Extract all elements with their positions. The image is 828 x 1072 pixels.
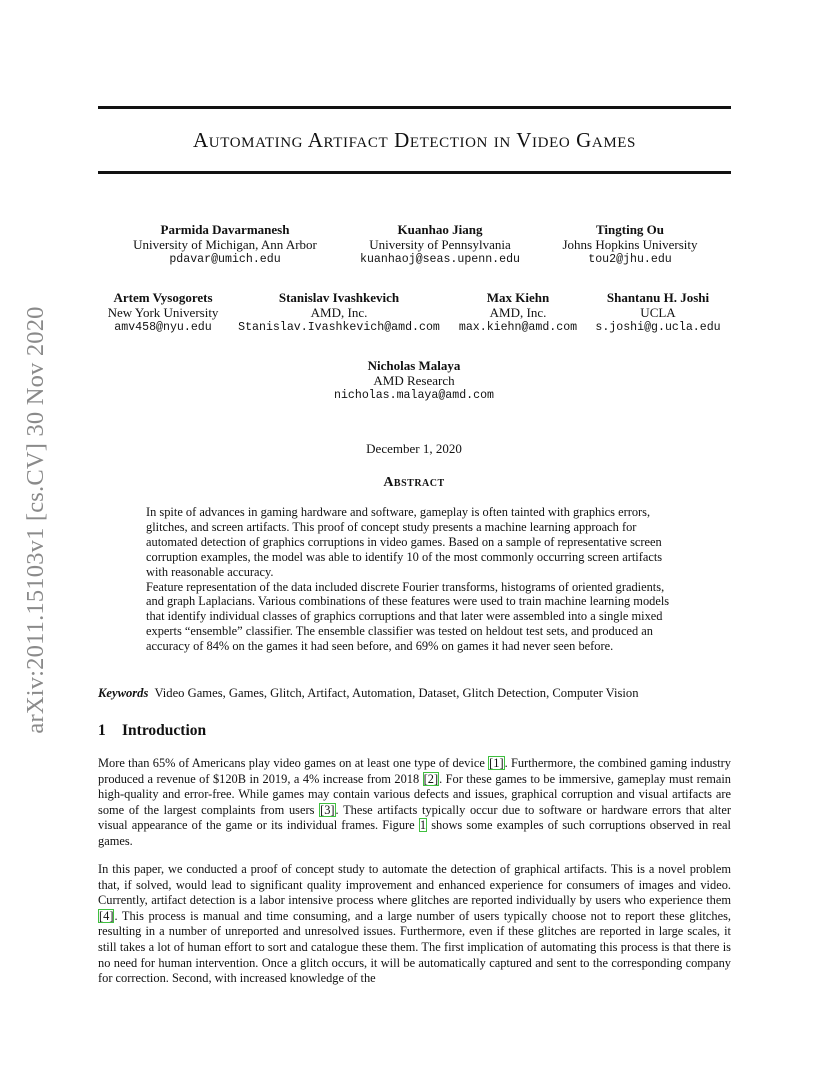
- title-bottom-rule: [98, 171, 731, 174]
- author-affiliation: Johns Hopkins University: [562, 237, 698, 252]
- arxiv-identifier: arXiv:2011.15103v1 [cs.CV] 30 Nov 2020: [22, 306, 49, 734]
- paper-title: Automating Artifact Detection in Video Games: [193, 128, 636, 152]
- author-email[interactable]: amv458@nyu.edu: [114, 321, 212, 334]
- author-affiliation: University of Michigan, Ann Arbor: [133, 237, 317, 252]
- section-number: 1: [98, 722, 106, 739]
- abstract-paragraph: Feature representation of the data included discrete Fourier transforms, histograms of oriented gradients, and graph Laplacians. Various combinations of these features were used to train machine learning models that identify individual classes of graphics corruptions and that later were assembled into a single mixed experts “ensemble” classifier. The ensemble classifier was tested on heldout test sets, and produced an accuracy of 84% on the games it had seen before, and 69% on games it had never seen before.: [146, 579, 670, 654]
- body-text-span: . Furthermore, the combined gaming industry produced a revenue of $120B in 2019, a 4% increase from 2018: [98, 756, 731, 786]
- body-text-span: . These artifacts typically occur due to software or hardware errors that alter visual appearance of the game or its individual frames. Figure: [98, 802, 731, 833]
- figure-reference-link[interactable]: 1: [419, 818, 427, 833]
- citation-link[interactable]: [2]: [423, 771, 439, 786]
- author-block: [562, 222, 697, 267]
- author-email[interactable]: nicholas.malaya@amd.com: [333, 389, 495, 402]
- body-text-span: . This process is manual and time consuming, and a large number of users typically choose not to report these glitches, resulting in a number of unreported and unresolved issues. Furthermore, even if these glitches are reported in large scales, it still takes a lot of human effort to sort and catalogue these them. The first implication of automating this process is that there is no need for human intervention. Once a glitch occurs, it will be automatically captured and sent to the corresponding company for correction. Second, with increased knowledge of the: [98, 908, 731, 986]
- author-affiliation: University of Pennsylvania: [369, 237, 511, 252]
- author-block: [108, 290, 219, 335]
- author-name: Stanislav Ivashkevich: [278, 290, 400, 305]
- author-block: [360, 222, 520, 267]
- author-email[interactable]: kuanhaoj@seas.upenn.edu: [359, 253, 521, 266]
- arxiv-sidebar-stamp: [22, 280, 50, 760]
- body-text-span: . For these games to be immersive, gameplay must remain high-quality and error-free. While games may contain various defects and issues, graphical corruption and visual artifacts are some of the largest complaints from users: [98, 771, 731, 817]
- author-affiliation: AMD, Inc.: [310, 305, 368, 320]
- author-name: Shantanu H. Joshi: [606, 290, 710, 305]
- author-name: Nicholas Malaya: [367, 358, 461, 373]
- body-paragraph: [98, 862, 731, 987]
- author-name: Max Kiehn: [486, 290, 550, 305]
- body-text-span: In this paper, we conducted a proof of concept study to automate the detection of graphical artifacts. This is a novel problem that, if solved, would lead to significant quality improvement and enhanced experience for consumers of images and video. Currently, artifact detection is a labor intensive process where glitches are reported individually by users who experience them: [98, 862, 731, 908]
- abstract-paragraph: In spite of advances in gaming hardware and software, gameplay is often tainted with graphics errors, glitches, and screen artifacts. This proof of concept study presents a machine learning approach for automated detection of graphics corruptions in video games. Based on a sample of representative screen corruption examples, the model was able to identify 10 of the most commonly occurring screen artifacts with reasonable accuracy.: [146, 505, 663, 579]
- citation-link[interactable]: [4]: [99, 908, 114, 923]
- section-title: Introduction: [122, 722, 207, 739]
- author-email[interactable]: s.joshi@g.ucla.edu: [595, 321, 721, 334]
- author-block: [133, 222, 317, 267]
- keywords-label: Keywords: [98, 686, 149, 700]
- author-block: [238, 290, 440, 335]
- author-email[interactable]: Stanislav.Ivashkevich@amd.com: [238, 321, 440, 334]
- author-affiliation: AMD Research: [373, 373, 455, 388]
- body-text-span: More than 65% of Americans play video games on at least one type of device: [98, 756, 489, 770]
- author-name: Tingting Ou: [595, 222, 665, 237]
- author-name: Kuanhao Jiang: [397, 222, 483, 237]
- author-block: [459, 290, 577, 335]
- keywords-text: Video Games, Games, Glitch, Artifact, Automation, Dataset, Glitch Detection, Computer Vision: [154, 686, 639, 700]
- citation-link[interactable]: [3]: [320, 802, 335, 817]
- keywords-line: [98, 686, 731, 701]
- author-affiliation: UCLA: [640, 305, 676, 320]
- author-email[interactable]: pdavar@umich.edu: [169, 253, 281, 266]
- abstract-body: [146, 505, 683, 654]
- title-top-rule: [98, 106, 731, 109]
- author-block: [334, 358, 494, 403]
- author-block: [595, 290, 720, 335]
- author-affiliation: AMD, Inc.: [489, 305, 547, 320]
- body-paragraph: [98, 756, 731, 850]
- citation-link[interactable]: [1]: [489, 756, 504, 770]
- author-email[interactable]: tou2@jhu.edu: [588, 253, 672, 266]
- author-name: Parmida Davarmanesh: [160, 222, 290, 237]
- author-email[interactable]: max.kiehn@amd.com: [458, 321, 578, 334]
- body-text-span: shows some examples of such corruptions observed in real games.: [98, 818, 731, 848]
- author-name: Artem Vysogorets: [113, 290, 213, 305]
- section-heading: [98, 722, 206, 740]
- paper-date: December 1, 2020: [366, 441, 462, 456]
- author-affiliation: New York University: [107, 305, 219, 320]
- abstract-heading: Abstract: [383, 475, 445, 490]
